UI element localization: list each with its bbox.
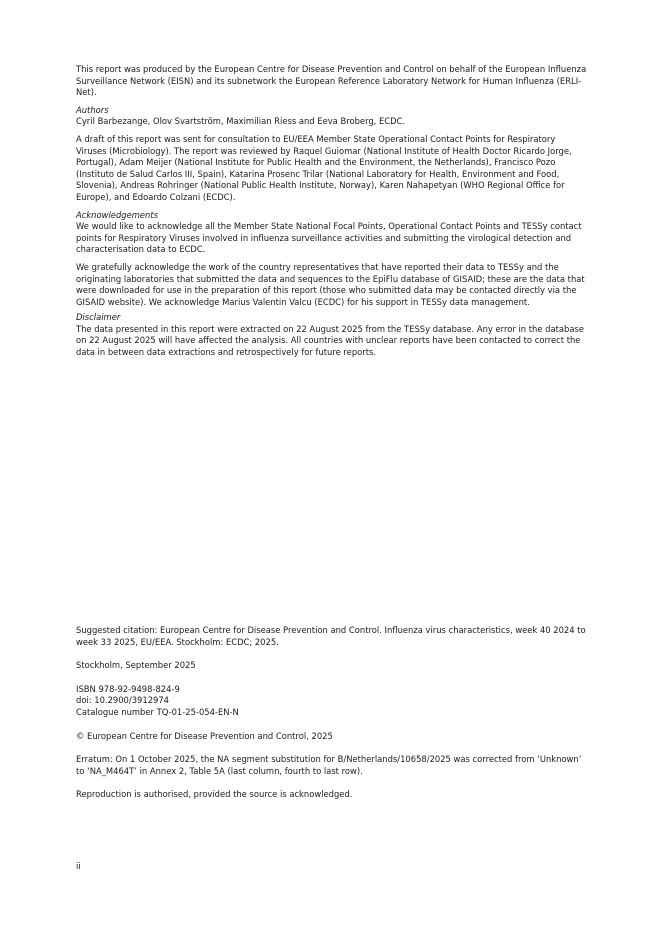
catalogue-number: Catalogue number TQ-01-25-054-EN-N — [76, 706, 239, 717]
page-number: ii — [76, 861, 81, 871]
reproduction-notice: Reproduction is authorised, provided the source is acknowledged. — [76, 789, 353, 800]
front-matter-bottom — [76, 625, 588, 813]
authors-heading: Authors — [76, 104, 109, 115]
acknowledgements-heading: Acknowledgements — [76, 209, 158, 220]
acknowledgements-paragraph: We would like to acknowledge all the Member State National Focal Points, Operational Contact Points and TESSy contact points for Respiratory Viruses involved in influenza surveillance activities and submitting the virological detection and characterisation data to ECDC. — [76, 221, 582, 255]
intro-paragraph: This report was produced by the European Centre for Disease Prevention and Control on behalf of the European Influenza Surveillance Network (EISN) and its subnetwork the European Reference Laboratory Network for Human Influenza (ERLI-Net). — [76, 64, 587, 98]
copyright: © European Centre for Disease Prevention and Control, 2025 — [76, 730, 333, 741]
place-date: Stockholm, September 2025 — [76, 660, 196, 671]
suggested-citation: Suggested citation: European Centre for Disease Prevention and Control. Influenza virus characteristics, week 40 2024 to week 33 2025, EU/EEA. Stockholm: ECDC; 2025. — [76, 625, 586, 647]
identifiers — [76, 684, 588, 719]
disclaimer-paragraph: The data presented in this report were extracted on 22 August 2025 from the TESSy database. Any error in the database on 22 August 2025 will have affected the analysis. All countries with unclear reports have been contacted to correct the data in between data extractions and retrospectively for future reports. — [76, 323, 584, 358]
disclaimer-heading: Disclaimer — [76, 312, 121, 323]
doi: doi: 10.2900/3912974 — [76, 695, 170, 706]
erratum: Erratum: On 1 October 2025, the NA segment substitution for B/Netherlands/10658/2025 was corrected from ‘Unknown’ to ‘NA_M464T’ in Annex 2, Table 5A (last column, fourth to last row). — [76, 754, 582, 776]
consultation-paragraph: A draft of this report was sent for consultation to EU/EEA Member State Operational Contact Points for Respiratory Viruses (Microbiology). The report was reviewed by Raquel Guiomar (National Institute of Health Doctor Ricardo Jorge, Portugal), Adam Meijer (National Institute for Public Health and the Environment, the Netherlands), Francisco Pozo (Instituto de Salud Carlos III, Spain), Katarina Prosenc Trilar (National Laboratory for Health, Environment and Food, Slovenia), Andreas Rohringer (National Public Health Institute, Norway), Karen Nahapetyan (WHO Regional Office for Europe), and Edoardo Colzani (ECDC). — [76, 133, 572, 202]
acknowledgements-paragraph-2: We gratefully acknowledge the work of the country representatives that have reported their data to TESSy and the originating laboratories that submitted the data and sequences to the EpiFlu database of GISAID; these are the data that were downloaded for use in the preparation of this report (those who submitted data may be contacted directly via the GISAID website). We acknowledge Marius Valentin Valcu (ECDC) for his support in TESSy data management. — [76, 261, 585, 307]
authors-list: Cyril Barbezange, Olov Svartström, Maximilian Riess and Eeva Broberg, ECDC. — [76, 116, 406, 127]
isbn: ISBN 978-92-9498-824-9 — [76, 683, 180, 694]
front-matter-top — [76, 64, 588, 359]
